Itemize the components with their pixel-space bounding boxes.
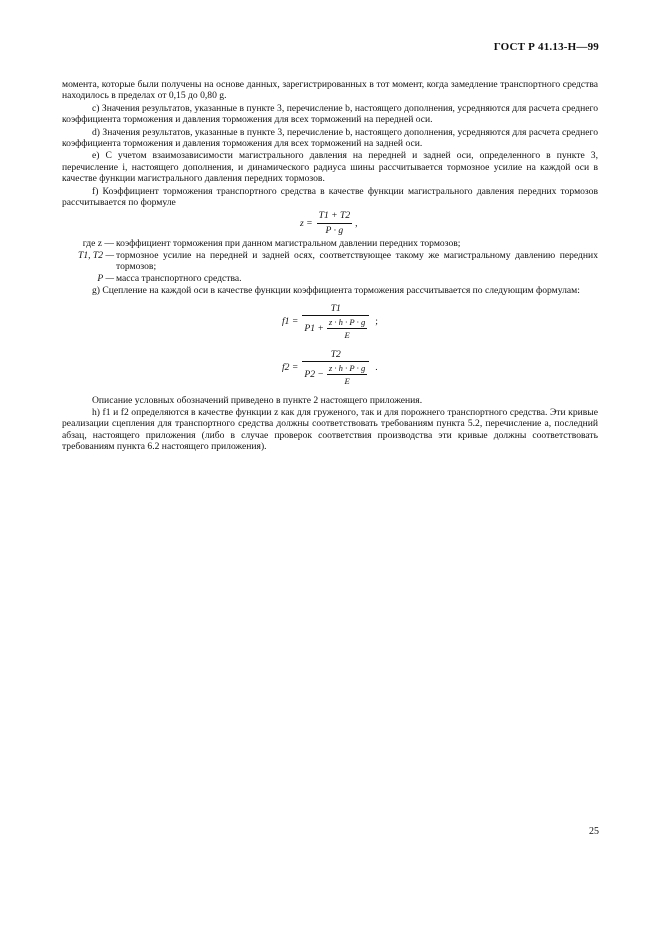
formula-f2-denominator	[302, 362, 369, 386]
definition-text: масса транспортного средства.	[116, 272, 242, 284]
formula-f1-inner-denominator: E	[344, 329, 350, 340]
paragraph-item-h: h) f1 и f2 определяются в качестве функции z как для груженого, так и для порожнего транспортного средства. Эти кривые реализации сцепления для транспортного средства должны соответствовать требованиям пункта 5.2, перечисление a, последний абзац, настоящего приложения (либо в случае проверок соответствия производства эти кривые должны соответствовать требованиям пункта 6.2 настоящего приложения).	[62, 406, 598, 453]
document-header: ГОСТ Р 41.13-Н—99	[493, 41, 599, 53]
formula-f2-inner-fraction	[327, 363, 367, 386]
formula-f1-tail: ;	[375, 315, 378, 327]
formula-f1-den-left: P1 +	[304, 322, 324, 334]
formula-f2	[62, 349, 598, 389]
paragraph-item-f: f) Коэффициент торможения транспортного средства в качестве функции магистрального давления передних тормозов рассчитывается по формуле	[62, 185, 598, 209]
definition-row	[62, 273, 598, 284]
definition-text: тормозное усилие на передней и задней осях, соответствующее такому же магистральному давлению передних тормозов;	[116, 249, 598, 273]
formula-f2-den-left: P2 −	[304, 368, 324, 380]
formula-f1-lhs: f1 =	[282, 315, 299, 327]
formula-f2-tail: .	[375, 361, 378, 373]
formula-f2-numerator: T2	[302, 349, 369, 362]
formula-z-fraction	[317, 210, 353, 236]
formula-f1-inner-fraction	[327, 317, 367, 340]
page-body	[62, 79, 598, 453]
paragraph-notation-note: Описание условных обозначений приведено в пункте 2 настоящего приложения.	[92, 394, 423, 406]
paragraph-continuation: момента, которые были получены на основе данных, зарегистрированных в тот момент, когда замедление транспортного средства находилось в пределах от 0,15 до 0,80 g.	[62, 79, 598, 102]
formula-z-tail: ,	[355, 217, 358, 229]
formula-f1-denominator	[302, 316, 369, 340]
paragraph-item-e: e) С учетом взаимозависимости магистрального давления на передней и задней оси, определенного в пункте 3, перечисление i, настоящего дополнения, и динамического радиуса шины рассчитывается тормозное усилие на каждой оси в качестве функции магистрального давления передних тормозов.	[62, 150, 598, 185]
formula-z-lhs: z =	[300, 217, 313, 229]
formula-f1	[62, 303, 598, 343]
paragraph-item-g: g) Сцепление на каждой оси в качестве функции коэффициента торможения рассчитывается по следующим формулам:	[92, 285, 580, 297]
formula-z	[62, 208, 598, 236]
definition-symbol: где z —	[82, 238, 114, 250]
formula-z-denominator: P · g	[325, 224, 344, 236]
page-number: 25	[589, 826, 599, 837]
formula-f1-numerator: T1	[302, 303, 369, 316]
formula-f1-inner-numerator: z · h · P · g	[328, 316, 366, 327]
definition-symbol: P —	[97, 272, 114, 284]
definition-row	[62, 238, 598, 249]
formula-z-numerator: T1 + T2	[317, 210, 353, 223]
formula-f1-fraction	[302, 303, 369, 340]
formula-f2-inner-denominator: E	[344, 375, 350, 386]
formula-f2-inner-numerator: z · h · P · g	[328, 362, 366, 373]
formula-f2-lhs: f2 =	[282, 361, 299, 373]
definition-symbol: T1, T2 —	[78, 249, 114, 261]
definition-row	[62, 250, 598, 273]
definition-text: коэффициент торможения при данном магистральном давлении передних тормозов;	[116, 238, 461, 250]
formula-f2-fraction	[302, 349, 369, 386]
symbol-definitions	[62, 238, 598, 284]
paragraph-item-d: d) Значения результатов, указанные в пункте 3, перечисление b, настоящего дополнения, усредняются для расчета среднего коэффициента торможения и давления торможения для всех торможений на задней оси.	[62, 126, 598, 150]
paragraph-item-c: c) Значения результатов, указанные в пункте 3, перечисление b, настоящего дополнения, усредняются для расчета среднего коэффициента торможения и давления торможения для всех торможений на передней оси.	[62, 102, 598, 126]
